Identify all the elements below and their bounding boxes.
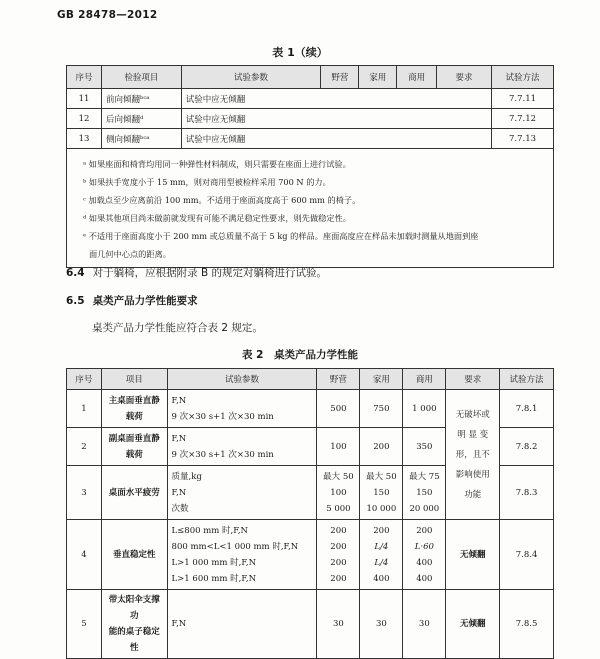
values-commercial: 200 L·60 400 400: [403, 520, 446, 590]
param-line: 次数: [171, 503, 189, 514]
col-header-item: 项目: [101, 369, 167, 390]
row-no: 3: [67, 466, 102, 520]
row-no: 2: [67, 428, 102, 466]
row-requirement: 无倾翻: [446, 590, 500, 659]
values-camping: 200 200 200 200: [317, 520, 360, 590]
section-text: 对于躺椅，应根据附录 B 的规定对躺椅进行试验。: [92, 267, 327, 279]
value-camping: 100: [317, 428, 360, 466]
footnote: ᵈ 如果其他项目尚未做前就发现有可能不满足稳定性要求，则先做稳定性。: [83, 213, 351, 223]
col-header-no: 序号: [67, 66, 102, 89]
param-line: F,N: [171, 395, 187, 406]
row-method: 7.8.2: [500, 428, 554, 466]
row-item: 垂直稳定性: [101, 520, 167, 590]
section-6-5-heading: [66, 293, 206, 308]
row-no: 1: [67, 390, 102, 428]
value-camping: 500: [317, 390, 360, 428]
table-row: [67, 109, 554, 129]
col-header-method: 试验方法: [500, 369, 554, 390]
row-item: 前向倾翻ᵇᶜᵃ: [101, 89, 181, 109]
row-params: [167, 520, 317, 590]
table1-header-row: [67, 66, 554, 89]
footnote: ᵇ 如果扶手宽度小于 15 mm，则对商用型被检样采用 700 N 的力。: [83, 177, 331, 187]
col-header-home: 家用: [360, 369, 403, 390]
col-header-item: 检验项目: [101, 66, 181, 89]
value-camping: 30: [317, 590, 360, 659]
value-commercial: 30: [403, 590, 446, 659]
col-header-no: 序号: [67, 369, 102, 390]
col-header-requirement: 要求: [446, 369, 500, 390]
row-item: 带太阳伞支撑功 能的桌子稳定性: [101, 590, 167, 659]
param-line: L≤800 mm 时,F,N: [171, 525, 248, 536]
footnote: 面几何中心点的距离。: [89, 249, 171, 259]
row-item: 副桌面垂直静载荷: [101, 428, 167, 466]
param-line: 质量,kg: [171, 471, 202, 482]
values-home: 最大 50 150 10 000: [360, 466, 403, 520]
table1-footnotes: [67, 149, 554, 268]
footnote: ᶜ 加载点至少应离前沿 100 mm。不适用于座面高度高于 600 mm 的椅子。: [83, 195, 361, 205]
row-params: [167, 466, 317, 520]
section-6-4: [66, 265, 327, 280]
param-line: 800 mm<L<1 000 mm 时,F,N: [171, 541, 299, 552]
table1-title: 表 1（续）: [272, 46, 328, 59]
param-line: F,N: [171, 619, 187, 629]
row-item: 侧向倾翻ᵇᶜᵃ: [101, 129, 181, 149]
param-line: F,N: [171, 487, 187, 498]
value-home: 750: [360, 390, 403, 428]
row-param: 试验中应无倾翻: [181, 89, 491, 109]
value-home: 200: [360, 428, 403, 466]
section-number: 6.5: [66, 295, 85, 307]
row-no: 13: [67, 129, 102, 149]
standard-code: GB 28478—2012: [57, 9, 158, 21]
col-header-method: 试验方法: [492, 66, 554, 89]
row-item: 桌面水平疲劳: [101, 466, 167, 520]
col-header-requirement: 要求: [437, 66, 492, 89]
row-params: [167, 590, 317, 659]
row-item: 后向倾翻ᵈ: [101, 109, 181, 129]
table-row: [67, 89, 554, 109]
table-row: [67, 590, 554, 659]
value-commercial: 1 000: [403, 390, 446, 428]
col-header-param: 试验参数: [181, 66, 321, 89]
value-commercial: 350: [403, 428, 446, 466]
param-line: L>1 600 mm 时,F,N: [171, 573, 257, 584]
paragraph: 桌类产品力学性能应符合表 2 规定。: [92, 322, 263, 334]
col-header-camping: 野营: [321, 66, 359, 89]
col-header-home: 家用: [359, 66, 397, 89]
col-header-commercial: 商用: [403, 369, 446, 390]
table2-header-row: [67, 369, 554, 390]
footnote: ᵃ 如果座面和椅背均用同一种弹性材料制成，则只需要在座面上进行试验。: [83, 159, 351, 169]
row-no: 12: [67, 109, 102, 129]
param-line: F,N: [171, 433, 187, 444]
section-title: 桌类产品力学性能要求: [92, 295, 198, 307]
col-header-param: 试验参数: [167, 369, 317, 390]
section-number: 6.4: [66, 267, 85, 279]
table2: [66, 368, 554, 659]
col-header-commercial: 商用: [397, 66, 437, 89]
values-home: 200 L/4 L/4 400: [360, 520, 403, 590]
param-line: L>1 000 mm 时,F,N: [171, 557, 257, 568]
row-params: [167, 390, 317, 428]
row-no: 4: [67, 520, 102, 590]
row-no: 5: [67, 590, 102, 659]
row-param: 试验中应无倾翻: [181, 129, 491, 149]
row-method: 7.7.13: [492, 129, 554, 149]
values-camping: 最大 50 100 5 000: [317, 466, 360, 520]
row-item: 主桌面垂直静载荷: [101, 390, 167, 428]
row-requirement: 无倾翻: [446, 520, 500, 590]
values-commercial: 最大 75 150 20 000: [403, 466, 446, 520]
table2-title: 表 2 桌类产品力学性能: [242, 349, 358, 361]
param-line: 9 次×30 s+1 次×30 min: [171, 411, 274, 422]
table-row: [67, 390, 554, 428]
row-params: [167, 428, 317, 466]
table-row: [67, 520, 554, 590]
row-param: 试验中应无倾翻: [181, 109, 491, 129]
value-home: 30: [360, 590, 403, 659]
row-no: 11: [67, 89, 102, 109]
row-method: 7.7.12: [492, 109, 554, 129]
table1: [66, 65, 554, 268]
table-row: [67, 129, 554, 149]
footnote: ᵉ 不适用于座面高度小于 200 mm 或总质量不高于 5 kg 的样品。座面高度应在样品未加载时测量从地面到座: [83, 231, 479, 241]
row-method: 7.8.4: [500, 520, 554, 590]
row-method: 7.8.5: [500, 590, 554, 659]
row-method: 7.8.3: [500, 466, 554, 520]
row-method: 7.8.1: [500, 390, 554, 428]
requirement-shared: 无破坏或 明 显 变 形，且不 影响使用 功能: [446, 390, 500, 520]
param-line: 9 次×30 s+1 次×30 min: [171, 449, 274, 460]
col-header-camping: 野营: [317, 369, 360, 390]
row-method: 7.7.11: [492, 89, 554, 109]
